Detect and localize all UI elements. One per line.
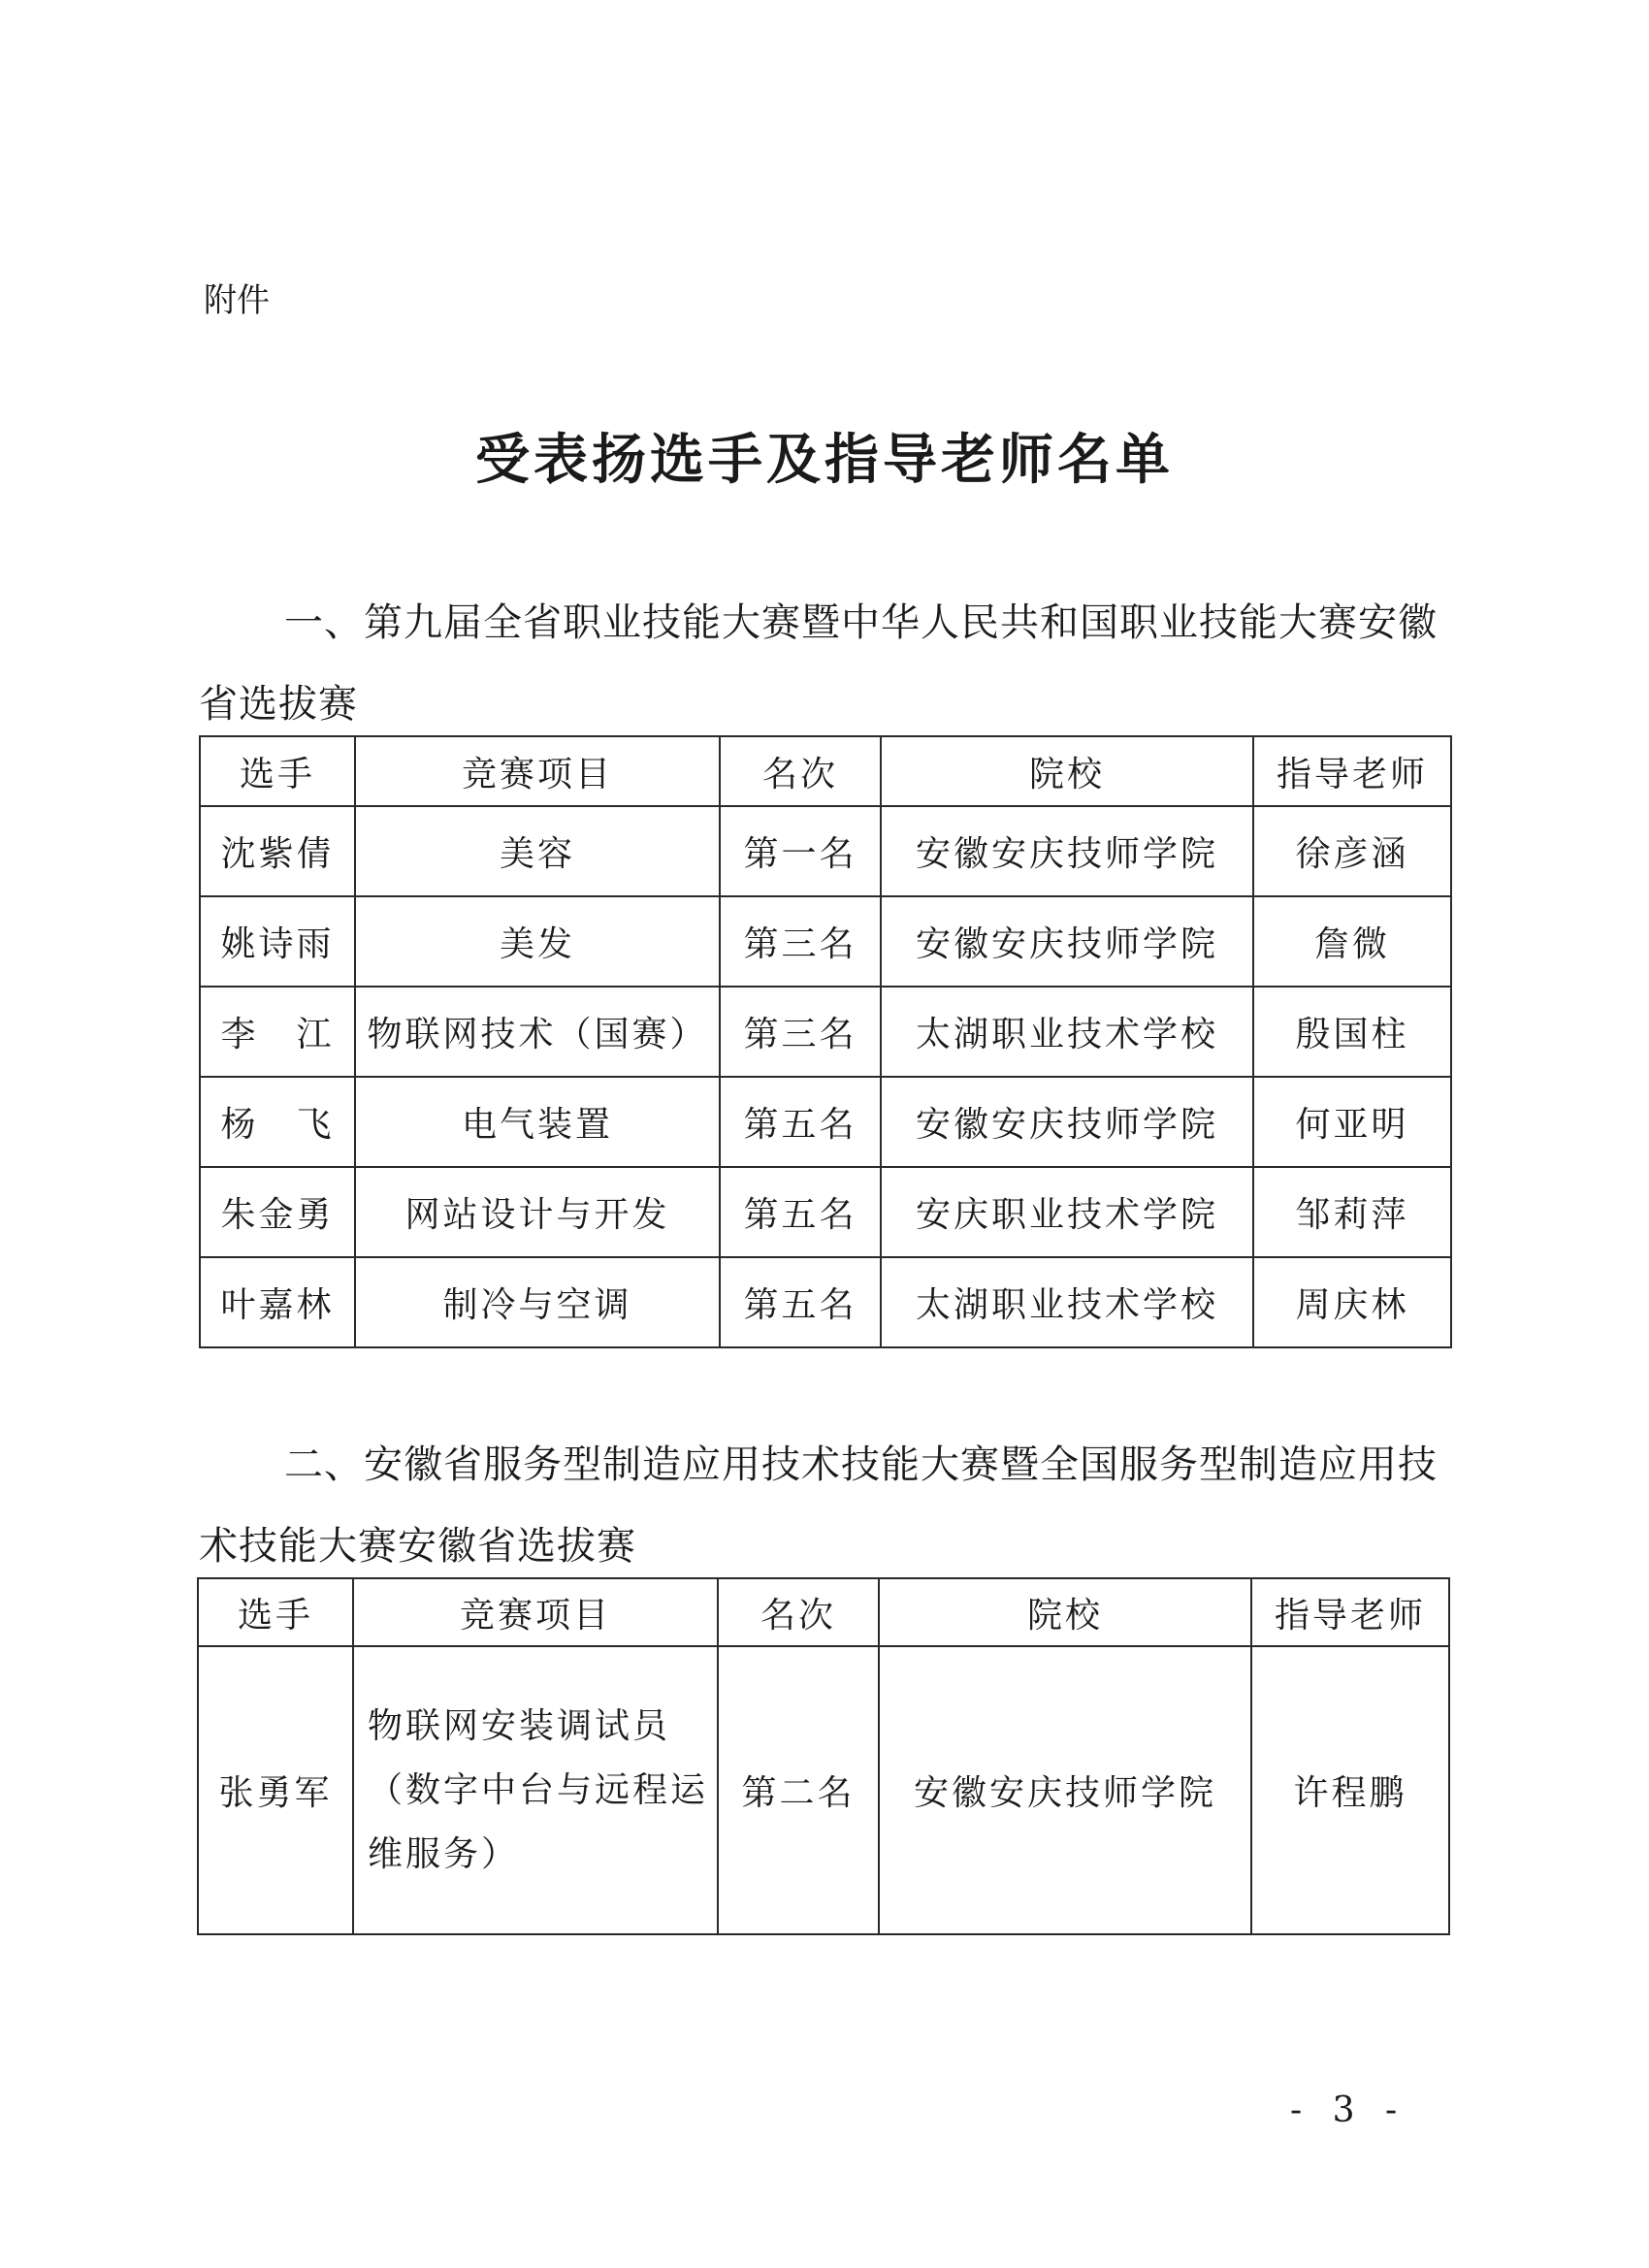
cell-contestant: 朱金勇 — [200, 1167, 355, 1257]
cell-instructor: 邹莉萍 — [1253, 1167, 1451, 1257]
cell-contestant: 叶嘉林 — [200, 1257, 355, 1347]
cell-rank: 第五名 — [720, 1257, 881, 1347]
cell-event: 电气装置 — [355, 1077, 720, 1167]
page-title: 受表扬选手及指导老师名单 — [475, 428, 1174, 492]
section1-heading — [199, 582, 1450, 745]
cell-rank: 第三名 — [720, 987, 881, 1077]
cell-rank: 第五名 — [720, 1077, 881, 1167]
cell-rank: 第三名 — [720, 896, 881, 987]
section1-heading-text: 一、第九届全省职业技能大赛暨中华人民共和国职业技能大赛安徽省选拔赛 — [199, 600, 1438, 727]
attachment-label: 附件 — [204, 281, 270, 320]
cell-instructor: 殷国柱 — [1253, 987, 1451, 1077]
cell-school: 安徽安庆技师学院 — [881, 896, 1253, 987]
column-header: 选手 — [200, 736, 355, 806]
cell-contestant: 张勇军 — [198, 1646, 353, 1934]
cell-instructor: 徐彦涵 — [1253, 806, 1451, 896]
cell-school: 安徽安庆技师学院 — [881, 1077, 1253, 1167]
cell-contestant: 姚诗雨 — [200, 896, 355, 987]
page-number: - 3 - — [1290, 2090, 1407, 2130]
cell-event: 美发 — [355, 896, 720, 987]
table-header-row — [200, 736, 1451, 806]
section2-table — [197, 1577, 1450, 1935]
cell-school: 太湖职业技术学校 — [881, 1257, 1253, 1347]
table-header-row — [198, 1578, 1449, 1646]
column-header: 院校 — [881, 736, 1253, 806]
cell-event: 网站设计与开发 — [355, 1167, 720, 1257]
section2-heading-text: 二、安徽省服务型制造应用技术技能大赛暨全国服务型制造应用技术技能大赛安徽省选拔赛 — [199, 1442, 1438, 1569]
table-row — [200, 1167, 1451, 1257]
cell-school: 太湖职业技术学校 — [881, 987, 1253, 1077]
column-header: 名次 — [718, 1578, 879, 1646]
cell-school: 安徽安庆技师学院 — [881, 806, 1253, 896]
column-header: 指导老师 — [1253, 736, 1451, 806]
cell-contestant: 沈紫倩 — [200, 806, 355, 896]
section2-heading — [199, 1424, 1450, 1587]
cell-instructor: 詹微 — [1253, 896, 1451, 987]
cell-school: 安庆职业技术学院 — [881, 1167, 1253, 1257]
table-row — [200, 987, 1451, 1077]
cell-rank: 第二名 — [718, 1646, 879, 1934]
column-header: 指导老师 — [1251, 1578, 1449, 1646]
cell-contestant: 李 江 — [200, 987, 355, 1077]
cell-event: 制冷与空调 — [355, 1257, 720, 1347]
column-header: 竞赛项目 — [353, 1578, 718, 1646]
column-header: 院校 — [879, 1578, 1251, 1646]
cell-instructor: 何亚明 — [1253, 1077, 1451, 1167]
table-row — [200, 1257, 1451, 1347]
column-header: 选手 — [198, 1578, 353, 1646]
column-header: 名次 — [720, 736, 881, 806]
column-header: 竞赛项目 — [355, 736, 720, 806]
table-row — [200, 806, 1451, 896]
table-row — [200, 1077, 1451, 1167]
section1-table — [199, 735, 1452, 1348]
cell-instructor: 周庆林 — [1253, 1257, 1451, 1347]
table-row — [200, 896, 1451, 987]
table-row — [198, 1646, 1449, 1934]
cell-school: 安徽安庆技师学院 — [879, 1646, 1251, 1934]
cell-event: 物联网技术（国赛） — [355, 987, 720, 1077]
cell-instructor: 许程鹏 — [1251, 1646, 1449, 1934]
cell-contestant: 杨 飞 — [200, 1077, 355, 1167]
cell-event: 物联网安装调试员（数字中台与远程运维服务） — [353, 1646, 718, 1934]
cell-rank: 第五名 — [720, 1167, 881, 1257]
cell-rank: 第一名 — [720, 806, 881, 896]
cell-event: 美容 — [355, 806, 720, 896]
